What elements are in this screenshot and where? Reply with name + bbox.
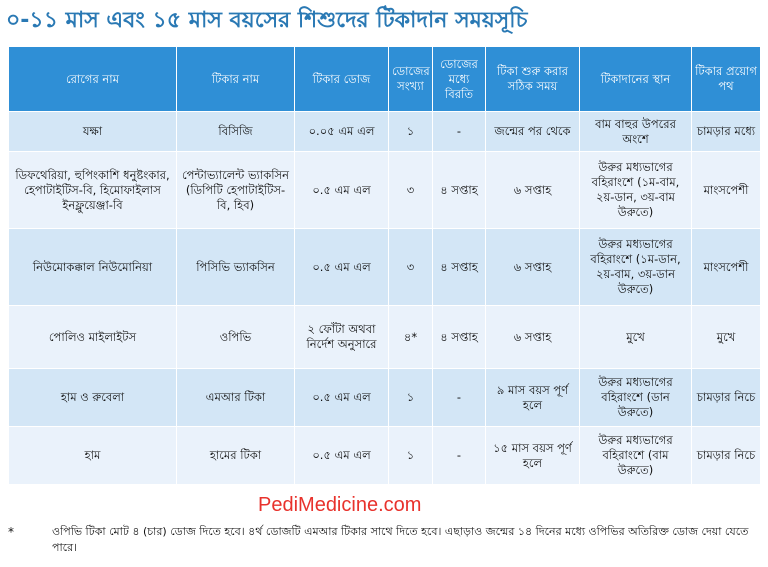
cell-vaccine: বিসিজি bbox=[177, 112, 295, 152]
cell-disease: নিউমোকক্কাল নিউমোনিয়া bbox=[9, 229, 177, 306]
cell-dose: ০.৫ এম এল bbox=[295, 369, 389, 427]
cell-disease: হাম ও রুবেলা bbox=[9, 369, 177, 427]
cell-route: চামড়ার মধ্যে bbox=[692, 112, 761, 152]
cell-site: বাম বাহুর উপরের অংশে bbox=[580, 112, 692, 152]
cell-dose-count: ৩ bbox=[389, 229, 433, 306]
cell-start-time: জন্মের পর থেকে bbox=[486, 112, 580, 152]
header-vaccine-name: টিকার নাম bbox=[177, 47, 295, 112]
cell-interval: ৪ সপ্তাহ bbox=[433, 152, 486, 229]
header-dose-count: ডোজের সংখ্যা bbox=[389, 47, 433, 112]
cell-interval: ৪ সপ্তাহ bbox=[433, 306, 486, 369]
cell-site: মুখে bbox=[580, 306, 692, 369]
site-watermark: PediMedicine.com bbox=[258, 494, 422, 516]
cell-start-time: ৬ সপ্তাহ bbox=[486, 152, 580, 229]
cell-route: মাংসপেশী bbox=[692, 152, 761, 229]
table-row bbox=[9, 306, 761, 369]
cell-site: উরুর মধ্যভাগের বহিরাংশে (ডান উরুতে) bbox=[580, 369, 692, 427]
cell-disease: যক্ষা bbox=[9, 112, 177, 152]
cell-dose: ০.৫ এম এল bbox=[295, 229, 389, 306]
cell-vaccine: ওপিভি bbox=[177, 306, 295, 369]
cell-vaccine: পেন্টাভ্যালেন্ট ভ্যাকসিন (ডিপিটি হেপাটাইটিস-বি, হিব) bbox=[177, 152, 295, 229]
cell-disease: হাম bbox=[9, 427, 177, 485]
table-header-row bbox=[9, 47, 761, 112]
footnote-text: ওপিভি টিকা মোট ৪ (চার) ডোজ দিতে হবে। ৪র্থ ডোজটি এমআর টিকার সাথে দিতে হবে। এছাড়াও জন্মের ১৪ দিনের মধ্যে ওপিভির অতিরিক্ত ডোজ দেয়া যেতে পারে। bbox=[52, 525, 749, 554]
cell-dose-count: ১ bbox=[389, 427, 433, 485]
cell-dose: ২ ফোঁটা অথবা নির্দেশ অনুসারে bbox=[295, 306, 389, 369]
cell-site: উরুর মধ্যভাগের বহিরাংশে (বাম উরুতে) bbox=[580, 427, 692, 485]
cell-route: মাংসপেশী bbox=[692, 229, 761, 306]
table-row bbox=[9, 427, 761, 485]
cell-disease: ডিফথেরিয়া, হুপিংকাশি ধনুষ্টংকার, হেপাটাইটিস-বি, হিমোফাইলাস ইনফ্লুয়েঞ্জা-বি bbox=[9, 152, 177, 229]
header-dose: টিকার ডোজ bbox=[295, 47, 389, 112]
cell-vaccine: পিসিভি ভ্যাকসিন bbox=[177, 229, 295, 306]
cell-site: উরুর মধ্যভাগের বহিরাংশে (১ম-বাম, ২য়-ডান, ৩য়-বাম উরুতে) bbox=[580, 152, 692, 229]
table-row bbox=[9, 229, 761, 306]
cell-route: চামড়ার নিচে bbox=[692, 427, 761, 485]
cell-start-time: ৬ সপ্তাহ bbox=[486, 229, 580, 306]
cell-route: মুখে bbox=[692, 306, 761, 369]
cell-start-time: ১৫ মাস বয়স পূর্ণ হলে bbox=[486, 427, 580, 485]
header-interval: ডোজের মধ্যে বিরতি bbox=[433, 47, 486, 112]
header-disease-name: রোগের নাম bbox=[9, 47, 177, 112]
cell-disease: পোলিও মাইলাইটস bbox=[9, 306, 177, 369]
cell-interval: - bbox=[433, 112, 486, 152]
cell-interval: ৪ সপ্তাহ bbox=[433, 229, 486, 306]
cell-dose: ০.৫ এম এল bbox=[295, 152, 389, 229]
cell-vaccine: এমআর টিকা bbox=[177, 369, 295, 427]
cell-site: উরুর মধ্যভাগের বহিরাংশে (১ম-ডান, ২য়-বাম, ৩য়-ডান উরুতে) bbox=[580, 229, 692, 306]
table-row bbox=[9, 112, 761, 152]
table-row bbox=[9, 152, 761, 229]
table-row bbox=[9, 369, 761, 427]
cell-dose: ০.০৫ এম এল bbox=[295, 112, 389, 152]
cell-dose-count: ৩ bbox=[389, 152, 433, 229]
cell-start-time: ৬ সপ্তাহ bbox=[486, 306, 580, 369]
cell-start-time: ৯ মাস বয়স পূর্ণ হলে bbox=[486, 369, 580, 427]
footnote-marker: * bbox=[8, 525, 14, 539]
cell-dose: ০.৫ এম এল bbox=[295, 427, 389, 485]
cell-route: চামড়ার নিচে bbox=[692, 369, 761, 427]
page-title: ০-১১ মাস এবং ১৫ মাস বয়সের শিশুদের টিকাদান সময়সূচি bbox=[6, 8, 528, 33]
cell-interval: - bbox=[433, 369, 486, 427]
header-start-time: টিকা শুরু করার সঠিক সময় bbox=[486, 47, 580, 112]
header-route: টিকার প্রয়োগ পথ bbox=[692, 47, 761, 112]
cell-vaccine: হামের টিকা bbox=[177, 427, 295, 485]
header-site: টিকাদানের স্থান bbox=[580, 47, 692, 112]
cell-dose-count: ৪* bbox=[389, 306, 433, 369]
cell-dose-count: ১ bbox=[389, 369, 433, 427]
cell-dose-count: ১ bbox=[389, 112, 433, 152]
vaccination-schedule-table bbox=[8, 46, 761, 485]
cell-interval: - bbox=[433, 427, 486, 485]
